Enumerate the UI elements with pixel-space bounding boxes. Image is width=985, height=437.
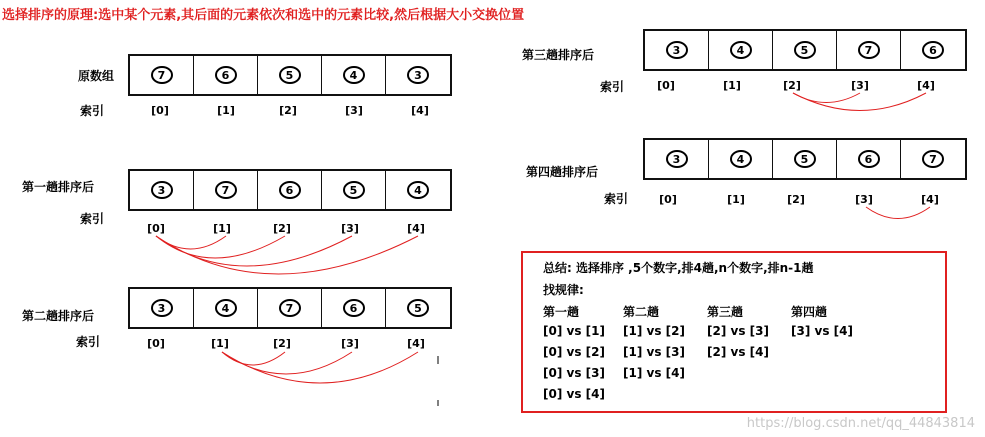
comparison-arc bbox=[156, 236, 226, 249]
array-cell bbox=[194, 56, 258, 94]
comparison-arc bbox=[156, 236, 352, 266]
comparison-item: [2] vs [3] bbox=[707, 324, 769, 338]
circled-number: 5 bbox=[279, 66, 301, 84]
comparison-arc bbox=[793, 93, 860, 103]
comparison-item: [1] vs [4] bbox=[623, 366, 685, 380]
comparison-item: [2] vs [4] bbox=[707, 345, 769, 359]
array-label-pass-1: 第一趟排序后 bbox=[22, 180, 95, 194]
comparison-arc bbox=[222, 352, 352, 374]
circled-number: 5 bbox=[794, 41, 816, 59]
index-value: [0] bbox=[151, 104, 169, 117]
column-header: 第四趟 bbox=[791, 305, 828, 319]
index-value: [1] bbox=[727, 193, 745, 206]
index-value: [4] bbox=[407, 337, 425, 350]
circled-number: 7 bbox=[151, 66, 173, 84]
index-label: 索引 bbox=[600, 80, 625, 94]
summary-column-pass-4 bbox=[791, 303, 853, 345]
array-cell bbox=[773, 31, 837, 69]
array-cell bbox=[194, 289, 258, 327]
comparison-item: [0] vs [1] bbox=[543, 324, 605, 338]
array-pass-1 bbox=[128, 169, 452, 211]
array-pass-3 bbox=[643, 29, 967, 71]
array-label-pass-3: 第三趟排序后 bbox=[522, 48, 595, 62]
summary-line-2: 找规律: bbox=[543, 283, 584, 297]
comparison-item: [3] vs [4] bbox=[791, 324, 853, 338]
index-value: [0] bbox=[657, 79, 675, 92]
array-cell bbox=[709, 140, 773, 178]
circled-number: 5 bbox=[343, 181, 365, 199]
comparison-arc bbox=[222, 352, 285, 365]
index-label: 索引 bbox=[80, 212, 105, 226]
index-value: [1] bbox=[213, 222, 231, 235]
comparison-item: [1] vs [2] bbox=[623, 324, 685, 338]
circled-number: 6 bbox=[922, 41, 944, 59]
comparison-arc bbox=[156, 236, 418, 274]
array-cell bbox=[322, 56, 386, 94]
array-cell bbox=[645, 140, 709, 178]
array-cell bbox=[386, 289, 450, 327]
column-header: 第三趟 bbox=[707, 305, 744, 319]
index-value: [1] bbox=[217, 104, 235, 117]
array-cell bbox=[645, 31, 709, 69]
column-header: 第一趟 bbox=[543, 305, 580, 319]
array-cell bbox=[322, 171, 386, 209]
circled-number: 4 bbox=[730, 150, 752, 168]
index-value: [3] bbox=[851, 79, 869, 92]
circled-number: 4 bbox=[730, 41, 752, 59]
index-value: [0] bbox=[659, 193, 677, 206]
array-cell bbox=[773, 140, 837, 178]
index-value: [3] bbox=[341, 222, 359, 235]
circled-number: 3 bbox=[666, 150, 688, 168]
comparison-item: [0] vs [3] bbox=[543, 366, 605, 380]
circled-number: 3 bbox=[407, 66, 429, 84]
array-cell bbox=[258, 289, 322, 327]
array-cell bbox=[837, 140, 901, 178]
index-value: [1] bbox=[723, 79, 741, 92]
index-value: [3] bbox=[341, 337, 359, 350]
index-value: [3] bbox=[855, 193, 873, 206]
circled-number: 3 bbox=[151, 299, 173, 317]
circled-number: 5 bbox=[407, 299, 429, 317]
comparison-arc bbox=[156, 236, 285, 258]
comparison-item: [0] vs [2] bbox=[543, 345, 605, 359]
column-header: 第二趟 bbox=[623, 305, 660, 319]
index-label: 索引 bbox=[76, 335, 101, 349]
summary-box bbox=[521, 251, 947, 413]
array-cell bbox=[901, 31, 965, 69]
array-cell bbox=[258, 171, 322, 209]
index-value: [2] bbox=[273, 337, 291, 350]
index-value: [2] bbox=[783, 79, 801, 92]
summary-line-1: 总结: 选择排序 ,5个数字,排4趟,n个数字,排n-1趟 bbox=[543, 261, 814, 275]
array-cell bbox=[130, 289, 194, 327]
circled-number: 6 bbox=[343, 299, 365, 317]
index-value: [4] bbox=[407, 222, 425, 235]
array-cell bbox=[386, 171, 450, 209]
array-cell bbox=[130, 171, 194, 209]
index-label: 索引 bbox=[80, 104, 105, 118]
circled-number: 6 bbox=[215, 66, 237, 84]
array-original bbox=[128, 54, 452, 96]
array-label-pass-4: 第四趟排序后 bbox=[526, 165, 599, 179]
page-title: 选择排序的原理:选中某个元素,其后面的元素依次和选中的元素比较,然后根据大小交换位置 bbox=[2, 8, 525, 23]
circled-number: 6 bbox=[858, 150, 880, 168]
array-cell bbox=[837, 31, 901, 69]
circled-number: 4 bbox=[215, 299, 237, 317]
index-value: [3] bbox=[345, 104, 363, 117]
array-cell bbox=[386, 56, 450, 94]
array-pass-4 bbox=[643, 138, 967, 180]
comparison-arc bbox=[793, 93, 926, 111]
array-cell bbox=[322, 289, 386, 327]
circled-number: 6 bbox=[279, 181, 301, 199]
circled-number: 4 bbox=[407, 181, 429, 199]
index-value: [4] bbox=[921, 193, 939, 206]
array-cell bbox=[130, 56, 194, 94]
circled-number: 7 bbox=[858, 41, 880, 59]
circled-number: 3 bbox=[666, 41, 688, 59]
index-value: [2] bbox=[787, 193, 805, 206]
comparison-item: [0] vs [4] bbox=[543, 387, 605, 401]
circled-number: 3 bbox=[151, 181, 173, 199]
comparison-arc bbox=[866, 207, 930, 219]
index-value: [0] bbox=[147, 337, 165, 350]
index-value: [4] bbox=[411, 104, 429, 117]
array-cell bbox=[194, 171, 258, 209]
circled-number: 7 bbox=[279, 299, 301, 317]
index-value: [4] bbox=[917, 79, 935, 92]
index-value: [1] bbox=[211, 337, 229, 350]
circled-number: 4 bbox=[343, 66, 365, 84]
index-value: [0] bbox=[147, 222, 165, 235]
circled-number: 5 bbox=[794, 150, 816, 168]
array-cell bbox=[709, 31, 773, 69]
index-value: [2] bbox=[273, 222, 291, 235]
array-label-pass-2: 第二趟排序后 bbox=[22, 309, 95, 323]
array-pass-2 bbox=[128, 287, 452, 329]
index-value: [2] bbox=[279, 104, 297, 117]
circled-number: 7 bbox=[215, 181, 237, 199]
circled-number: 7 bbox=[922, 150, 944, 168]
index-label: 索引 bbox=[604, 192, 629, 206]
watermark: https://blog.csdn.net/qq_44843814 bbox=[746, 416, 975, 431]
summary-column-pass-1 bbox=[543, 303, 605, 408]
comparison-item: [1] vs [3] bbox=[623, 345, 685, 359]
comparison-arc bbox=[222, 352, 418, 383]
summary-column-pass-2 bbox=[623, 303, 685, 387]
array-cell bbox=[901, 140, 965, 178]
array-cell bbox=[258, 56, 322, 94]
summary-column-pass-3 bbox=[707, 303, 769, 366]
array-label-original: 原数组 bbox=[78, 69, 115, 83]
